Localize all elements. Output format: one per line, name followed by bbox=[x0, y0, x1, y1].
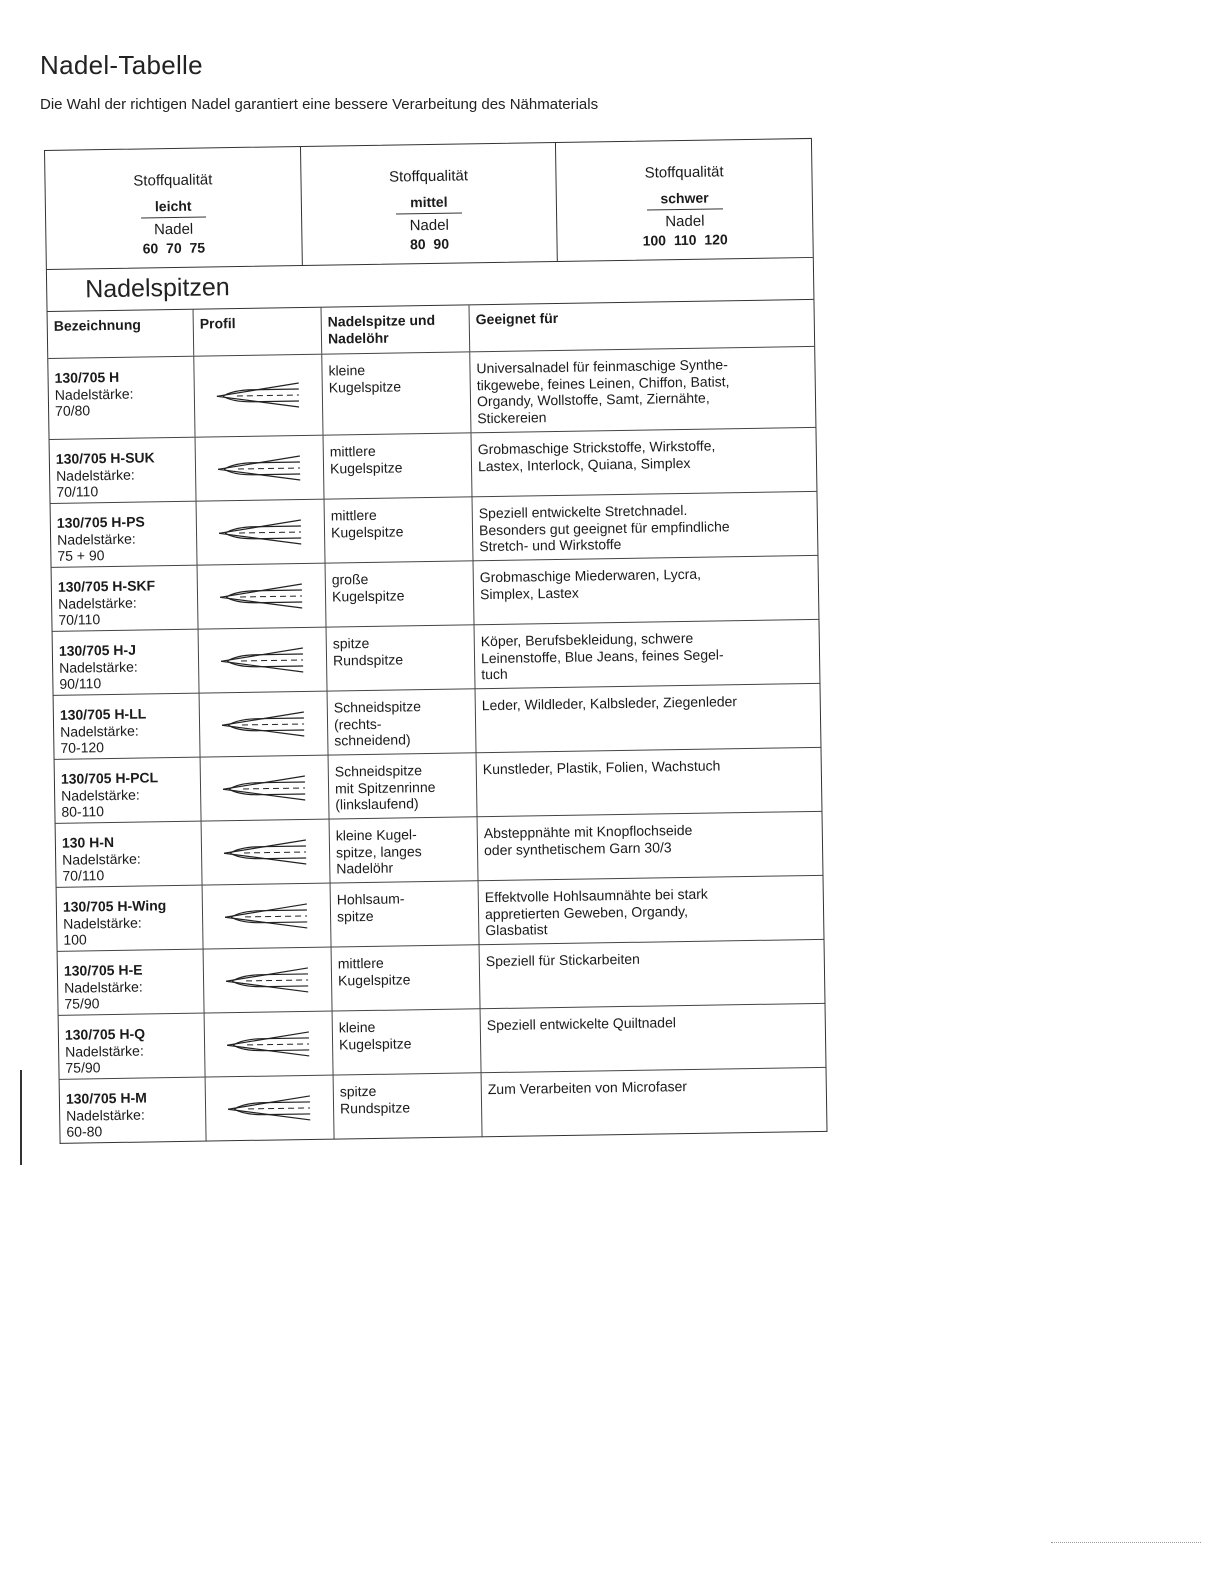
cell-bezeichnung bbox=[51, 502, 198, 568]
quality-light bbox=[45, 147, 302, 269]
staerke-label: Nadelstärke: bbox=[59, 658, 138, 676]
needle-point-text: kleine Kugel- spitze, langes Nadelöhr bbox=[335, 826, 422, 877]
staerke-value: 70/110 bbox=[62, 867, 105, 884]
needle-sizes: 100 110 120 bbox=[642, 231, 728, 249]
table-row bbox=[60, 1068, 827, 1143]
needle-ball-large-icon bbox=[215, 579, 308, 614]
cell-geeignet bbox=[472, 428, 817, 497]
quality-label: Stoffqualität bbox=[388, 167, 469, 186]
cell-profil bbox=[203, 884, 332, 950]
cell-geeignet bbox=[478, 812, 823, 881]
needle-ball-medium-icon bbox=[213, 451, 306, 486]
table-row bbox=[56, 812, 823, 888]
needle-code: 130/705 H-E bbox=[63, 961, 143, 979]
table-row bbox=[59, 1004, 826, 1080]
suitable-for-text: Leder, Wildleder, Kalbsleder, Ziegenleder bbox=[481, 693, 738, 714]
staerke-label: Nadelstärke: bbox=[54, 385, 134, 403]
suitable-for-text: Grobmaschige Strickstoffe, Wirkstoffe, Lastex, Interlock, Quiana, Simplex bbox=[477, 437, 716, 474]
cell-spitze bbox=[325, 497, 474, 563]
cell-bezeichnung bbox=[50, 438, 197, 504]
cell-profil bbox=[199, 628, 328, 694]
cell-spitze bbox=[328, 689, 477, 755]
needle-rows bbox=[48, 347, 826, 1143]
cell-bezeichnung bbox=[52, 566, 199, 632]
cell-geeignet bbox=[470, 347, 815, 432]
suitable-for-text: Effektvolle Hohlsaumnähte bei stark appretierten Geweben, Organdy, Glasbatist bbox=[484, 885, 708, 939]
staerke-label: Nadelstärke: bbox=[56, 530, 136, 548]
cell-profil bbox=[202, 820, 331, 886]
cell-profil bbox=[206, 1076, 335, 1142]
cell-spitze bbox=[332, 945, 481, 1011]
cell-profil bbox=[201, 756, 330, 822]
page-title: Nadel-Tabelle bbox=[40, 50, 203, 80]
suitable-for-text: Absteppnähte mit Knopflochseide oder synthetischem Garn 30/3 bbox=[483, 821, 693, 858]
staerke-label: Nadelstärke: bbox=[61, 786, 140, 804]
cell-geeignet bbox=[477, 748, 822, 817]
needle-code: 130/705 H-PCL bbox=[60, 769, 159, 787]
header-geeignet: Geeignet für bbox=[475, 309, 559, 328]
needle-micro-icon bbox=[223, 1091, 316, 1126]
staerke-value: 70-120 bbox=[60, 739, 105, 756]
nadel-label: Nadel bbox=[153, 220, 194, 238]
fabric-quality-table bbox=[44, 138, 814, 270]
needle-wing-icon bbox=[220, 899, 313, 934]
cell-profil bbox=[200, 692, 329, 758]
needle-jeans-icon bbox=[216, 643, 309, 678]
needle-pcl-icon bbox=[218, 771, 311, 806]
needle-code: 130/705 H-SKF bbox=[57, 577, 156, 595]
suitable-for-text: Speziell entwickelte Stretchnadel. Besonders gut geeignet für empfindliche Stretch- und Wirkstoffe bbox=[478, 501, 730, 555]
cell-bezeichnung bbox=[58, 950, 205, 1016]
cell-geeignet bbox=[479, 876, 824, 945]
quality-label: Stoffqualität bbox=[133, 171, 213, 190]
staerke-label: Nadelstärke: bbox=[60, 722, 139, 740]
staerke-value: 70/80 bbox=[54, 402, 91, 419]
cell-spitze bbox=[326, 561, 475, 627]
margin-mark bbox=[20, 1070, 22, 1165]
needle-stretch-icon bbox=[214, 515, 307, 550]
cell-geeignet bbox=[481, 1004, 826, 1073]
staerke-label: Nadelstärke: bbox=[62, 850, 141, 868]
needle-point-text: mittlere Kugelspitze bbox=[337, 954, 411, 988]
needle-leather-icon bbox=[217, 707, 310, 742]
quality-level: mittel bbox=[396, 188, 462, 214]
needle-table bbox=[44, 138, 828, 1144]
table-row bbox=[57, 876, 824, 952]
quality-level: schwer bbox=[646, 184, 723, 210]
needle-embroidery-icon bbox=[221, 963, 314, 998]
needle-quilt-icon bbox=[222, 1027, 315, 1062]
cell-bezeichnung bbox=[60, 1078, 207, 1144]
cell-spitze bbox=[329, 753, 478, 819]
needle-code: 130/705 H bbox=[54, 368, 120, 386]
needle-point-text: mittlere Kugelspitze bbox=[329, 442, 403, 477]
cell-profil bbox=[197, 500, 326, 566]
cell-spitze bbox=[330, 817, 479, 883]
cell-spitze bbox=[322, 352, 471, 434]
cell-geeignet bbox=[480, 940, 825, 1009]
needle-point-text: Schneidspitze mit Spitzenrinne (linkslaufend) bbox=[334, 762, 436, 813]
needle-code: 130/705 H-M bbox=[65, 1089, 147, 1107]
staerke-label: Nadelstärke: bbox=[65, 1042, 144, 1060]
suitable-for-text: Universalnadel für feinmaschige Synthe- tikgewebe, feines Leinen, Chiffon, Batist, Organdy, Wollstoffe, Samt, Ziernähte, Stickereien bbox=[476, 356, 730, 426]
staerke-label: Nadelstärke: bbox=[66, 1106, 145, 1124]
cell-bezeichnung bbox=[59, 1014, 206, 1080]
table-row bbox=[48, 347, 815, 440]
needle-point-text: mittlere Kugelspitze bbox=[330, 506, 404, 541]
section-title: Nadelspitzen bbox=[47, 258, 814, 312]
cell-spitze bbox=[333, 1009, 482, 1075]
staerke-value: 90/110 bbox=[59, 675, 102, 692]
quality-level: leicht bbox=[141, 192, 206, 218]
needle-code: 130/705 H-J bbox=[58, 641, 137, 659]
table-row bbox=[50, 428, 817, 504]
cell-profil bbox=[196, 436, 325, 502]
staerke-label: Nadelstärke: bbox=[64, 978, 143, 996]
needle-sizes: 80 90 bbox=[409, 235, 450, 253]
suitable-for-text: Grobmaschige Miederwaren, Lycra, Simplex, Lastex bbox=[479, 565, 702, 602]
suitable-for-text: Zum Verarbeiten von Microfaser bbox=[487, 1078, 688, 1098]
needle-point-text: kleine Kugelspitze bbox=[338, 1018, 412, 1052]
cell-profil bbox=[194, 355, 323, 437]
needle-point-text: spitze Rundspitze bbox=[332, 634, 404, 669]
page-subtitle: Die Wahl der richtigen Nadel garantiert eine bessere Verarbeitung des Nähmaterials bbox=[40, 96, 599, 113]
table-row bbox=[52, 556, 819, 632]
cell-geeignet bbox=[473, 492, 818, 561]
cell-spitze bbox=[324, 433, 473, 499]
staerke-label: Nadelstärke: bbox=[63, 914, 142, 932]
cell-geeignet bbox=[482, 1068, 827, 1137]
needle-point-text: Hohlsaum- spitze bbox=[336, 890, 405, 925]
needle-code: 130/705 H-SUK bbox=[55, 449, 155, 467]
cell-profil bbox=[198, 564, 327, 630]
nadel-label: Nadel bbox=[665, 212, 705, 230]
staerke-label: Nadelstärke: bbox=[55, 466, 135, 484]
staerke-value: 70/110 bbox=[56, 483, 99, 500]
needle-code: 130 H-N bbox=[61, 833, 115, 851]
cell-geeignet bbox=[474, 556, 819, 625]
cell-profil bbox=[204, 948, 333, 1014]
suitable-for-text: Speziell für Stickarbeiten bbox=[485, 950, 640, 970]
staerke-value: 100 bbox=[63, 931, 87, 948]
header-profil: Profil bbox=[194, 308, 323, 356]
table-row bbox=[53, 620, 820, 696]
staerke-value: 75/90 bbox=[65, 1059, 101, 1076]
cell-spitze bbox=[331, 881, 480, 947]
needle-code: 130/705 H-PS bbox=[56, 513, 145, 531]
cell-spitze bbox=[327, 625, 476, 691]
header-bezeichnung: Bezeichnung bbox=[48, 310, 195, 358]
cell-bezeichnung bbox=[57, 886, 204, 952]
corner-mark bbox=[1051, 1542, 1201, 1544]
staerke-value: 80-110 bbox=[61, 803, 105, 820]
needle-point-text: spitze Rundspitze bbox=[339, 1082, 411, 1116]
cell-profil bbox=[205, 1012, 334, 1078]
needle-point-text: Schneidspitze (rechts- schneidend) bbox=[333, 698, 422, 749]
staerke-value: 60-80 bbox=[66, 1123, 103, 1140]
needle-ball-small-icon bbox=[212, 378, 305, 413]
cell-bezeichnung bbox=[54, 694, 201, 760]
cell-bezeichnung bbox=[55, 758, 202, 824]
needle-point-text: kleine Kugelspitze bbox=[328, 361, 402, 396]
table-row bbox=[54, 684, 821, 760]
nadel-label: Nadel bbox=[409, 216, 449, 234]
header-spitze: Nadelspitze und Nadelöhr bbox=[322, 305, 471, 353]
table-row bbox=[51, 492, 818, 568]
cell-spitze bbox=[334, 1073, 483, 1139]
cell-geeignet bbox=[475, 620, 820, 689]
cell-bezeichnung bbox=[53, 630, 200, 696]
staerke-value: 75 + 90 bbox=[57, 547, 105, 564]
needle-code: 130/705 H-LL bbox=[59, 705, 147, 723]
staerke-label: Nadelstärke: bbox=[57, 594, 137, 612]
needle-points-table bbox=[46, 258, 828, 1144]
table-row bbox=[58, 940, 825, 1016]
cell-bezeichnung bbox=[56, 822, 203, 888]
needle-point-text: große Kugelspitze bbox=[331, 570, 405, 605]
staerke-value: 75/90 bbox=[64, 995, 100, 1012]
cell-geeignet bbox=[476, 684, 821, 753]
table-row bbox=[55, 748, 822, 824]
cell-bezeichnung bbox=[48, 357, 195, 439]
staerke-value: 70/110 bbox=[58, 611, 101, 628]
suitable-for-text: Köper, Berufsbekleidung, schwere Leinenstoffe, Blue Jeans, feines Segel- tuch bbox=[480, 629, 724, 683]
needle-code: 130/705 H-Wing bbox=[62, 897, 167, 915]
quality-heavy bbox=[556, 139, 812, 261]
needle-code: 130/705 H-Q bbox=[64, 1025, 146, 1043]
quality-medium bbox=[301, 143, 558, 265]
suitable-for-text: Speziell entwickelte Quiltnadel bbox=[486, 1014, 677, 1034]
needle-topstitch-icon bbox=[219, 835, 312, 870]
suitable-for-text: Kunstleder, Plastik, Folien, Wachstuch bbox=[482, 757, 721, 778]
needle-sizes: 60 70 75 bbox=[142, 239, 206, 257]
quality-label: Stoffqualität bbox=[644, 163, 724, 182]
